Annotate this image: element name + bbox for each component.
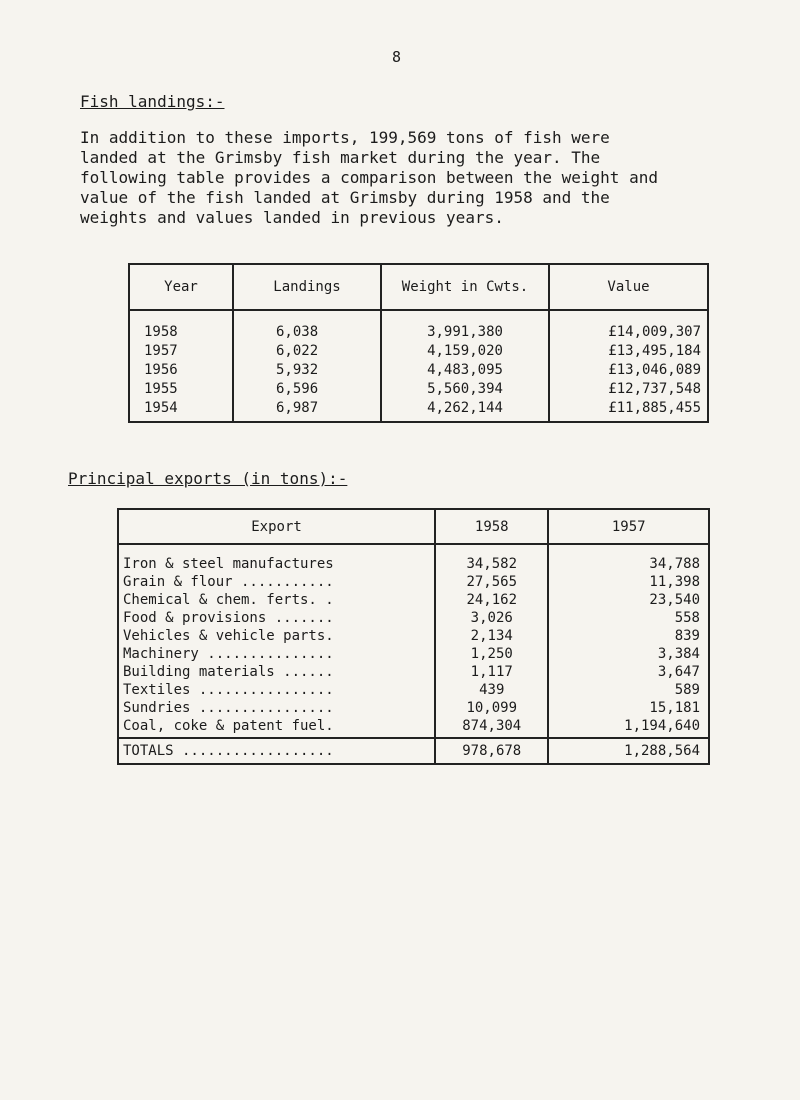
value-cell: £13,495,184 [549, 342, 708, 361]
landings-cell: 5,932 [233, 361, 381, 380]
tons-1957-cell: 1,194,640 [548, 717, 709, 738]
landings-cell: 6,987 [233, 399, 381, 422]
column-header-weight: Weight in Cwts. [381, 264, 549, 310]
year-cell: 1957 [129, 342, 233, 361]
tons-1958-cell: 10,099 [435, 699, 548, 717]
export-item-cell: Food & provisions ....... [118, 609, 435, 627]
value-cell: £14,009,307 [549, 310, 708, 342]
weight-cell: 5,560,394 [381, 380, 549, 399]
table-row [118, 573, 709, 591]
table-row [118, 544, 709, 573]
column-header-1958: 1958 [435, 509, 548, 544]
tons-1957-cell: 34,788 [548, 544, 709, 573]
column-header-1957: 1957 [548, 509, 709, 544]
table-row [118, 717, 709, 738]
paragraph-line: value of the fish landed at Grimsby during 1958 and the [80, 188, 610, 207]
table-row [129, 342, 708, 361]
table-row [118, 681, 709, 699]
table-row [129, 310, 708, 342]
tons-1958-cell: 3,026 [435, 609, 548, 627]
column-header-export: Export [118, 509, 435, 544]
totals-label-cell: TOTALS .................. [118, 738, 435, 764]
fish-landings-table [128, 263, 709, 423]
tons-1957-cell: 3,384 [548, 645, 709, 663]
principal-exports-heading: Principal exports (in tons):- [68, 469, 348, 488]
export-item-cell: Building materials ...... [118, 663, 435, 681]
tons-1957-cell: 558 [548, 609, 709, 627]
table-row [129, 380, 708, 399]
table-row [129, 399, 708, 422]
weight-cell: 3,991,380 [381, 310, 549, 342]
year-cell: 1958 [129, 310, 233, 342]
tons-1957-cell: 15,181 [548, 699, 709, 717]
paragraph-line: landed at the Grimsby fish market during the year. The [80, 148, 601, 167]
column-header-year: Year [129, 264, 233, 310]
tons-1958-cell: 1,117 [435, 663, 548, 681]
value-cell: £13,046,089 [549, 361, 708, 380]
totals-row [118, 738, 709, 764]
landings-cell: 6,022 [233, 342, 381, 361]
column-header-value: Value [549, 264, 708, 310]
year-cell: 1956 [129, 361, 233, 380]
export-item-cell: Machinery ............... [118, 645, 435, 663]
tons-1958-cell: 439 [435, 681, 548, 699]
principal-exports-table [117, 508, 710, 765]
tons-1957-cell: 839 [548, 627, 709, 645]
weight-cell: 4,159,020 [381, 342, 549, 361]
table-row [118, 645, 709, 663]
column-header-landings: Landings [233, 264, 381, 310]
weight-cell: 4,483,095 [381, 361, 549, 380]
tons-1957-cell: 589 [548, 681, 709, 699]
export-item-cell: Chemical & chem. ferts. . [118, 591, 435, 609]
weight-cell: 4,262,144 [381, 399, 549, 422]
tons-1958-cell: 1,250 [435, 645, 548, 663]
value-cell: £11,885,455 [549, 399, 708, 422]
fish-intro-paragraph [80, 128, 770, 228]
export-item-cell: Grain & flour ........... [118, 573, 435, 591]
fish-landings-heading: Fish landings:- [80, 92, 225, 111]
export-item-cell: Coal, coke & patent fuel. [118, 717, 435, 738]
totals-1958-cell: 978,678 [435, 738, 548, 764]
export-item-cell: Vehicles & vehicle parts. [118, 627, 435, 645]
paragraph-line: In addition to these imports, 199,569 tons of fish were [80, 128, 610, 147]
year-cell: 1955 [129, 380, 233, 399]
table-row [118, 609, 709, 627]
tons-1957-cell: 11,398 [548, 573, 709, 591]
table-row [129, 361, 708, 380]
export-item-cell: Sundries ................ [118, 699, 435, 717]
tons-1958-cell: 24,162 [435, 591, 548, 609]
paragraph-line: following table provides a comparison between the weight and [80, 168, 658, 187]
paragraph-line: weights and values landed in previous years. [80, 208, 504, 227]
table-row [118, 591, 709, 609]
export-item-cell: Textiles ................ [118, 681, 435, 699]
export-item-cell: Iron & steel manufactures [118, 544, 435, 573]
table-row [118, 663, 709, 681]
page-number: 8 [392, 48, 402, 66]
tons-1957-cell: 3,647 [548, 663, 709, 681]
landings-cell: 6,596 [233, 380, 381, 399]
tons-1958-cell: 2,134 [435, 627, 548, 645]
tons-1958-cell: 34,582 [435, 544, 548, 573]
table-header-row [129, 264, 708, 310]
tons-1957-cell: 23,540 [548, 591, 709, 609]
table-row [118, 699, 709, 717]
tons-1958-cell: 874,304 [435, 717, 548, 738]
value-cell: £12,737,548 [549, 380, 708, 399]
tons-1958-cell: 27,565 [435, 573, 548, 591]
table-header-row [118, 509, 709, 544]
table-row [118, 627, 709, 645]
totals-1957-cell: 1,288,564 [548, 738, 709, 764]
year-cell: 1954 [129, 399, 233, 422]
landings-cell: 6,038 [233, 310, 381, 342]
